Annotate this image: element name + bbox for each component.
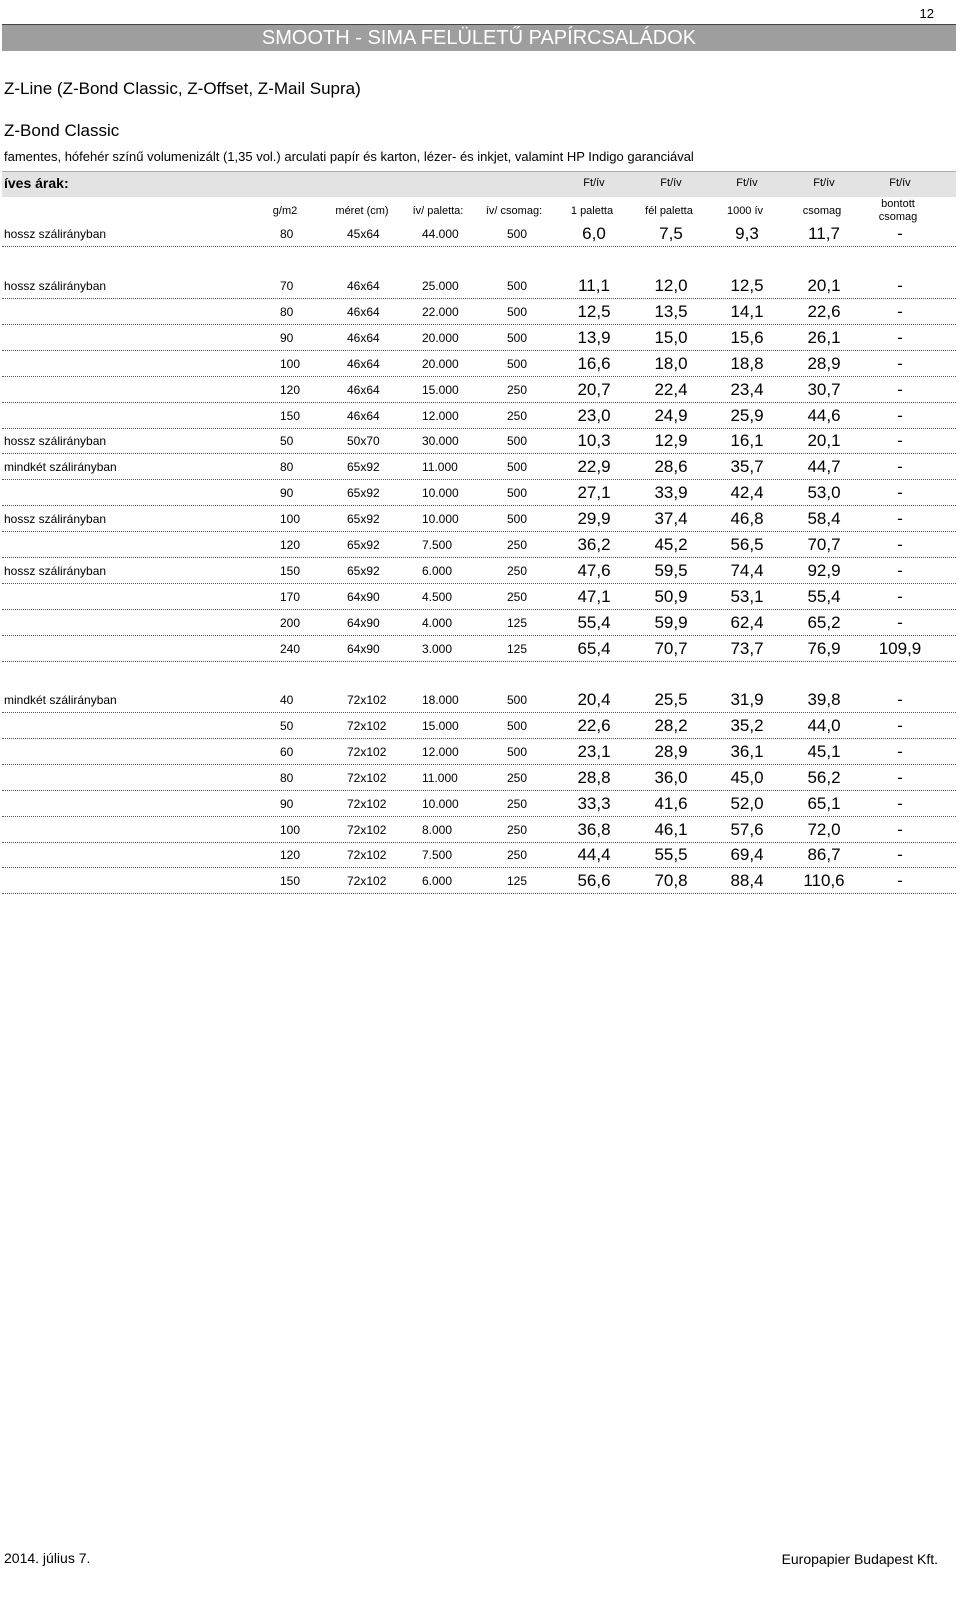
cell-price-half-pallet: 24,9 — [654, 405, 688, 425]
cell-per-box: 500 — [507, 356, 528, 371]
cell-price-pallet: 20,4 — [577, 690, 611, 709]
cell-price-box: 26,1 — [807, 327, 841, 347]
table-row — [2, 350, 956, 377]
cell-per-box: 500 — [507, 434, 528, 449]
cell-size: 64x90 — [347, 641, 380, 656]
cell-price-half-pallet: 59,5 — [654, 560, 688, 580]
cell-gsm: 100 — [280, 512, 301, 527]
cell-price-pallet: 23,1 — [577, 741, 611, 761]
cell-price-box: 44,7 — [807, 457, 841, 477]
cell-price-half-pallet: 55,5 — [654, 845, 688, 865]
cell-gsm: 80 — [280, 227, 294, 241]
cell-price-half-pallet: 45,2 — [654, 535, 688, 554]
cell-per-pallet: 11.000 — [422, 770, 458, 785]
cell-price-half-pallet: 36,0 — [654, 767, 688, 787]
cell-price-pallet: 22,6 — [577, 715, 611, 735]
cell-price-open-box: - — [897, 224, 903, 243]
table-row — [2, 764, 956, 791]
header-size: méret (cm) — [335, 205, 389, 217]
cell-size: 50x70 — [347, 434, 380, 449]
cell-per-box: 500 — [507, 512, 528, 527]
cell-size: 65x92 — [347, 563, 380, 578]
cell-price-pallet: 20,7 — [577, 379, 611, 399]
cell-price-pallet: 10,3 — [577, 431, 611, 451]
cell-gsm: 100 — [280, 356, 301, 371]
header-price-open-box: bontott csomag — [878, 198, 918, 223]
cell-price-box: 20,1 — [807, 276, 841, 295]
cell-price-half-pallet: 41,6 — [654, 793, 688, 813]
cell-price-box: 110,6 — [803, 871, 845, 891]
cell-price-half-pallet: 50,9 — [654, 586, 688, 606]
table-row — [2, 298, 956, 325]
cell-price-box: 28,9 — [807, 353, 841, 373]
cell-price-1000: 25,9 — [730, 405, 764, 425]
cell-price-half-pallet: 70,8 — [654, 871, 688, 891]
product-description: famentes, hófehér színű volumenizált (1,35 vol.) arculati papír és karton, lézer- és inkjet, valamint HP Indigo garanciával — [4, 149, 694, 164]
cell-price-open-box: - — [897, 871, 903, 891]
cell-price-pallet: 47,1 — [577, 586, 611, 606]
table-row — [2, 686, 956, 713]
cell-per-box: 250 — [507, 848, 528, 863]
cell-price-1000: 62,4 — [730, 612, 764, 632]
cell-per-pallet: 11.000 — [422, 460, 458, 475]
cell-price-1000: 18,8 — [730, 353, 764, 373]
cell-per-box: 500 — [507, 744, 528, 759]
cell-per-box: 500 — [507, 460, 528, 475]
cell-price-open-box: - — [897, 483, 903, 503]
cell-price-half-pallet: 37,4 — [654, 509, 688, 529]
cell-size: 46x64 — [347, 408, 380, 423]
row-label: mindkét szálirányban — [4, 460, 117, 475]
cell-price-open-box: - — [897, 741, 903, 761]
cell-price-half-pallet: 25,5 — [654, 690, 688, 709]
cell-price-half-pallet: 15,0 — [654, 327, 688, 347]
cell-per-pallet: 25.000 — [422, 279, 459, 293]
cell-price-1000: 31,9 — [730, 690, 764, 709]
cell-gsm: 50 — [280, 434, 294, 449]
unit-label: Ft/ív — [583, 177, 605, 189]
cell-gsm: 50 — [280, 718, 294, 733]
cell-price-box: 44,0 — [807, 715, 841, 735]
cell-price-pallet: 28,8 — [577, 767, 611, 787]
cell-price-open-box: - — [897, 431, 903, 451]
cell-size: 72x102 — [347, 718, 387, 733]
table-row — [2, 427, 956, 454]
cell-price-box: 45,1 — [807, 741, 841, 761]
cell-gsm: 80 — [280, 770, 294, 785]
cell-price-1000: 74,4 — [730, 560, 764, 580]
cell-gsm: 120 — [280, 538, 301, 552]
cell-size: 72x102 — [347, 693, 387, 707]
cell-size: 65x92 — [347, 512, 380, 527]
cell-per-pallet: 30.000 — [422, 434, 459, 449]
cell-price-open-box: - — [897, 327, 903, 347]
cell-price-1000: 53,1 — [730, 586, 764, 606]
cell-size: 46x64 — [347, 304, 380, 319]
cell-gsm: 150 — [280, 408, 301, 423]
cell-size: 65x92 — [347, 460, 380, 475]
cell-price-half-pallet: 18,0 — [654, 353, 688, 373]
cell-gsm: 120 — [280, 848, 301, 863]
cell-price-half-pallet: 70,7 — [654, 638, 688, 658]
price-label: íves árak: — [4, 175, 69, 191]
cell-price-1000: 14,1 — [730, 301, 764, 321]
cell-price-open-box: - — [897, 301, 903, 321]
table-row — [2, 557, 956, 584]
cell-price-half-pallet: 12,9 — [654, 431, 688, 451]
cell-price-1000: 35,7 — [730, 457, 764, 477]
row-label: hossz szálirányban — [4, 434, 107, 449]
cell-price-open-box: - — [897, 690, 903, 709]
cell-size: 72x102 — [347, 744, 387, 759]
cell-size: 72x102 — [347, 796, 387, 811]
cell-per-box: 500 — [507, 330, 528, 345]
cell-price-box: 65,1 — [807, 793, 841, 813]
cell-price-open-box: - — [897, 845, 903, 865]
unit-label: Ft/ív — [736, 177, 758, 189]
cell-per-pallet: 4.000 — [422, 615, 453, 630]
cell-per-box: 125 — [507, 874, 528, 889]
cell-gsm: 100 — [280, 822, 301, 837]
cell-size: 72x102 — [347, 874, 387, 889]
cell-price-1000: 15,6 — [730, 327, 764, 347]
footer-date: 2014. július 7. — [4, 1550, 91, 1566]
cell-per-pallet: 8.000 — [422, 822, 453, 837]
cell-price-box: 22,6 — [807, 301, 841, 321]
cell-per-pallet: 22.000 — [422, 304, 459, 319]
cell-per-box: 250 — [507, 822, 528, 837]
cell-price-1000: 9,3 — [735, 224, 759, 243]
cell-per-box: 125 — [507, 615, 528, 630]
cell-price-1000: 57,6 — [730, 819, 764, 839]
cell-price-pallet: 65,4 — [577, 638, 611, 658]
cell-per-box: 250 — [507, 796, 528, 811]
cell-price-open-box: - — [897, 276, 903, 295]
cell-per-box: 250 — [507, 382, 528, 397]
cell-per-pallet: 7.500 — [422, 848, 453, 863]
cell-size: 72x102 — [347, 770, 387, 785]
page-title: SMOOTH - SIMA FELÜLETŰ PAPÍRCSALÁDOK — [261, 27, 697, 49]
cell-price-open-box: 109,9 — [878, 638, 922, 658]
cell-price-open-box: - — [897, 560, 903, 580]
cell-per-box: 250 — [507, 408, 528, 423]
cell-price-box: 53,0 — [807, 483, 841, 503]
cell-price-open-box: - — [897, 586, 903, 606]
header-price-box: csomag — [802, 205, 842, 217]
cell-per-box: 500 — [507, 486, 528, 501]
cell-price-pallet: 29,9 — [577, 509, 611, 529]
table-row — [2, 402, 956, 429]
cell-price-open-box: - — [897, 379, 903, 399]
unit-label: Ft/ív — [660, 177, 682, 189]
cell-price-half-pallet: 28,2 — [654, 715, 688, 735]
header-price-1000: 1000 ív — [726, 205, 764, 217]
cell-per-pallet: 6.000 — [422, 874, 453, 889]
cell-price-pallet: 23,0 — [577, 405, 611, 425]
cell-per-box: 500 — [507, 718, 528, 733]
cell-gsm: 240 — [280, 641, 301, 656]
cell-per-pallet: 3.000 — [422, 641, 453, 656]
cell-price-pallet: 44,4 — [577, 845, 611, 865]
cell-price-1000: 46,8 — [730, 509, 764, 529]
cell-price-box: 20,1 — [807, 431, 841, 451]
cell-price-1000: 23,4 — [730, 379, 764, 399]
cell-price-open-box: - — [897, 457, 903, 477]
cell-price-open-box: - — [897, 767, 903, 787]
cell-price-half-pallet: 33,9 — [654, 483, 688, 503]
cell-gsm: 60 — [280, 744, 294, 759]
cell-gsm: 120 — [280, 382, 301, 397]
cell-price-box: 70,7 — [807, 535, 841, 554]
table-row — [2, 841, 956, 868]
cell-per-pallet: 15.000 — [422, 718, 459, 733]
cell-per-box: 500 — [507, 693, 528, 707]
cell-price-box: 72,0 — [807, 819, 841, 839]
cell-size: 46x64 — [347, 279, 380, 293]
cell-size: 46x64 — [347, 382, 380, 397]
header-price-pallet: 1 paletta — [570, 205, 614, 217]
cell-per-box: 500 — [507, 304, 528, 319]
cell-price-half-pallet: 59,9 — [654, 612, 688, 632]
cell-size: 46x64 — [347, 330, 380, 345]
cell-price-half-pallet: 12,0 — [654, 276, 688, 295]
cell-per-box: 250 — [507, 770, 528, 785]
cell-per-pallet: 10.000 — [422, 796, 459, 811]
cell-per-box: 500 — [507, 279, 528, 293]
cell-price-open-box: - — [897, 612, 903, 632]
cell-price-open-box: - — [897, 353, 903, 373]
cell-per-pallet: 6.000 — [422, 563, 453, 578]
cell-price-1000: 42,4 — [730, 483, 764, 503]
cell-per-pallet: 15.000 — [422, 382, 459, 397]
cell-price-pallet: 27,1 — [577, 483, 611, 503]
cell-price-box: 44,6 — [807, 405, 841, 425]
cell-price-box: 39,8 — [807, 690, 841, 709]
cell-size: 65x92 — [347, 538, 380, 552]
table-row — [2, 531, 956, 558]
cell-price-pallet: 47,6 — [577, 560, 611, 580]
cell-gsm: 90 — [280, 486, 294, 501]
table-row — [2, 376, 956, 403]
row-label: hossz szálirányban — [4, 563, 107, 578]
cell-gsm: 70 — [280, 279, 294, 293]
cell-size: 65x92 — [347, 486, 380, 501]
table-row — [2, 505, 956, 532]
cell-gsm: 80 — [280, 460, 294, 475]
cell-price-pallet: 22,9 — [577, 457, 611, 477]
cell-per-pallet: 44.000 — [422, 227, 459, 241]
cell-price-pallet: 6,0 — [582, 224, 606, 243]
header-gsm: g/m2 — [272, 205, 298, 217]
header-per-pallet: ív/ paletta: — [412, 205, 464, 217]
cell-price-1000: 12,5 — [730, 276, 764, 295]
table-row — [2, 816, 956, 843]
table-row — [2, 272, 956, 299]
cell-price-1000: 16,1 — [730, 431, 764, 451]
cell-size: 45x64 — [347, 227, 380, 241]
cell-price-box: 56,2 — [807, 767, 841, 787]
cell-per-pallet: 12.000 — [422, 744, 459, 759]
cell-size: 64x90 — [347, 615, 380, 630]
cell-gsm: 90 — [280, 796, 294, 811]
table-row — [2, 867, 956, 894]
table-row — [2, 583, 956, 610]
cell-price-pallet: 55,4 — [577, 612, 611, 632]
cell-gsm: 90 — [280, 330, 294, 345]
cell-price-open-box: - — [897, 819, 903, 839]
footer-company: Europapier Budapest Kft. — [781, 1551, 938, 1567]
cell-price-1000: 35,2 — [730, 715, 764, 735]
cell-price-pallet: 16,6 — [577, 353, 611, 373]
cell-per-box: 500 — [507, 227, 528, 241]
cell-price-1000: 36,1 — [730, 741, 764, 761]
cell-price-open-box: - — [897, 715, 903, 735]
cell-price-1000: 88,4 — [730, 871, 764, 891]
cell-price-box: 11,7 — [808, 224, 840, 243]
cell-size: 72x102 — [347, 848, 387, 863]
cell-price-1000: 52,0 — [730, 793, 764, 813]
cell-per-pallet: 18.000 — [422, 693, 459, 707]
cell-price-pallet: 56,6 — [577, 871, 611, 891]
cell-price-open-box: - — [897, 509, 903, 529]
cell-price-pallet: 12,5 — [577, 301, 611, 321]
table-row — [2, 609, 956, 636]
cell-gsm: 200 — [280, 615, 301, 630]
cell-price-half-pallet: 46,1 — [654, 819, 688, 839]
cell-price-open-box: - — [897, 793, 903, 813]
cell-price-pallet: 11,1 — [578, 276, 610, 295]
cell-price-half-pallet: 13,5 — [654, 301, 688, 321]
cell-gsm: 150 — [280, 874, 301, 889]
cell-price-1000: 69,4 — [730, 845, 764, 865]
cell-size: 64x90 — [347, 589, 380, 604]
row-label: hossz szálirányban — [4, 512, 107, 527]
cell-price-box: 30,7 — [807, 379, 841, 399]
table-row — [2, 220, 956, 247]
table-row — [2, 738, 956, 765]
cell-size: 46x64 — [347, 356, 380, 371]
cell-price-half-pallet: 22,4 — [654, 379, 688, 399]
cell-size: 72x102 — [347, 822, 387, 837]
unit-label: Ft/ív — [889, 177, 911, 189]
product-heading: Z-Bond Classic — [4, 121, 120, 140]
cell-price-open-box: - — [897, 405, 903, 425]
cell-price-pallet: 33,3 — [577, 793, 611, 813]
cell-price-box: 55,4 — [807, 586, 841, 606]
cell-price-1000: 56,5 — [730, 535, 764, 554]
row-label: hossz szálirányban — [4, 227, 107, 241]
cell-per-pallet: 10.000 — [422, 512, 459, 527]
cell-per-box: 250 — [507, 538, 528, 552]
table-row — [2, 790, 956, 817]
cell-per-pallet: 4.500 — [422, 589, 453, 604]
cell-price-half-pallet: 28,6 — [654, 457, 688, 477]
table-row — [2, 712, 956, 739]
product-line-heading: Z-Line (Z-Bond Classic, Z-Offset, Z-Mail Supra) — [4, 79, 361, 98]
row-label: hossz szálirányban — [4, 279, 107, 293]
cell-price-box: 65,2 — [807, 612, 841, 632]
header-per-box: ív/ csomag: — [485, 205, 543, 217]
title-bar — [2, 24, 956, 51]
unit-label: Ft/ív — [813, 177, 835, 189]
cell-per-pallet: 20.000 — [422, 330, 459, 345]
cell-price-box: 92,9 — [807, 560, 841, 580]
table-row — [2, 479, 956, 506]
cell-per-box: 250 — [507, 563, 528, 578]
cell-per-pallet: 12.000 — [422, 408, 459, 423]
row-label: mindkét szálirányban — [4, 693, 117, 707]
table-row — [2, 635, 956, 662]
cell-per-pallet: 10.000 — [422, 486, 459, 501]
price-bar — [2, 171, 956, 197]
cell-price-box: 76,9 — [807, 638, 841, 658]
cell-per-pallet: 20.000 — [422, 356, 459, 371]
cell-per-box: 250 — [507, 589, 528, 604]
cell-price-pallet: 36,2 — [577, 535, 611, 554]
cell-gsm: 170 — [280, 589, 301, 604]
header-price-half-pallet: fél paletta — [645, 205, 693, 217]
cell-per-box: 125 — [507, 641, 528, 656]
page-number: 12 — [919, 6, 934, 21]
table-row — [2, 324, 956, 351]
cell-price-open-box: - — [897, 535, 903, 554]
cell-gsm: 40 — [280, 693, 294, 707]
table-row — [2, 453, 956, 480]
cell-price-half-pallet: 28,9 — [654, 741, 688, 761]
cell-per-pallet: 7.500 — [422, 538, 453, 552]
cell-price-half-pallet: 7,5 — [659, 224, 683, 243]
cell-price-pallet: 36,8 — [577, 819, 611, 839]
cell-gsm: 150 — [280, 563, 301, 578]
cell-price-1000: 73,7 — [730, 638, 764, 658]
cell-price-box: 86,7 — [807, 845, 841, 865]
cell-price-pallet: 13,9 — [577, 327, 611, 347]
cell-gsm: 80 — [280, 304, 294, 319]
cell-price-box: 58,4 — [807, 509, 841, 529]
cell-price-1000: 45,0 — [730, 767, 764, 787]
